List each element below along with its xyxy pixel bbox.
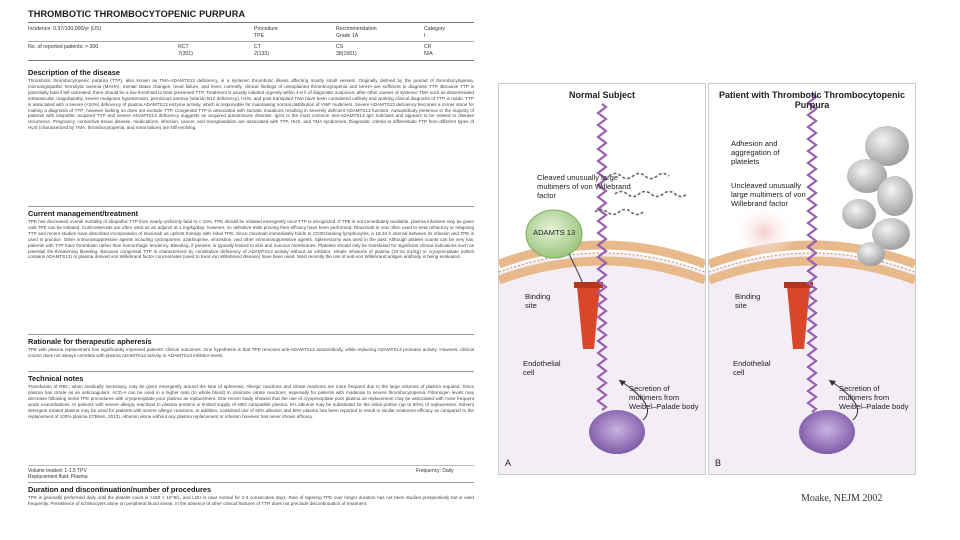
section-text-description: Thrombotic thrombocytopenic purpura (TTP), also known as TMA-ADAMTS13 deficiency, is a systemic thrombotic illness affecting mostly small vessels. Originally defined by the pentad of thrombocytopenia, microangiopathic hemolytic anemia (MAHA), mental status changes, renal failure, and fever, currently, clinical findings of unexplained thrombocytopenia and MAHA are sufficient to diagnose TTP. Because TTP is potentially fatal if left untreated, there should be a low threshold to treat presumed TTP. Treatment is usually initiated urgently within 4-8 h of diagnostic suspicion, after other causes of systemic TMA such as disseminated intravascular coagulopathy, severe malignant hypertension, pernicious anemia (vitamin B12 deficiency), HUS, and post transplant TMA have been considered unlikely and working clinical diagnosis of TTP is made. TTP is associated with a severe (<10%) deficiency of plasma ADAMTS13 enzyme activity, which is responsible for maintaining normal distribution of VWF multimers. Severe ADAMTS13 deficiency becomes a corner stone for making a diagnosis of TTP; however lacking so does not exclude TTP. Congenital TTP is associated with somatic mutations resulting in severely deficient ADAMTS13 function. Autoantibody presence in the majority of patients with idiopathic acquired TTP and severe ADAMTS13 deficiency suggests an acquired autoimmune disorder. IgG4 is the most common anti-ADAMTS13 IgG subclass and appears to be related to disease recurrence. Pregnancy, connective tissue disease, medications, infection, cancer, and transplantation are associated with TTP, HUS, and TMA syndromes. Diagnostic criteria to differentiate TTP from different types of HUS (characterized by TMA, thrombocytopenia, and renal failure) are still evolving. bbox=[28, 78, 474, 131]
ttp-mechanism-figure bbox=[498, 83, 914, 473]
receptor-cap bbox=[574, 282, 603, 288]
section-title-management: Current management/treatment bbox=[28, 209, 139, 218]
section-rule bbox=[28, 482, 474, 483]
replacement-fluid: Replacement fluid: Plasma bbox=[28, 474, 88, 480]
technical-rule bbox=[28, 465, 474, 466]
recommendation-value: Grade 1A bbox=[336, 33, 359, 39]
recommendation-label: Recommendation bbox=[336, 26, 377, 32]
panel-a-letter: A bbox=[505, 458, 512, 468]
document-title: THROMBOTIC THROMBOCYTOPENIC PURPURA bbox=[28, 9, 246, 19]
section-text-duration: TPE is generally performed daily until the platelet count is >150 × 10^9/L, and LDH is near normal for 2-3 consecutive days. Role of tapering TPE over longer duration has not been studied prospectively but is used frequently. Persistence of schistocytes alone on peripheral blood smear, in the absence of other clinical features of TTP, does not preclude discontinuation of treatment. bbox=[28, 495, 474, 506]
panel-b-binding-label: Binding site bbox=[735, 292, 761, 310]
section-text-rationale: TPE with plasma replacement has significantly improved patients' clinical outcomes. One hypothesis is that TPE removes anti-ADAMTS13 autoantibody, while replacing ADAMTS13 protease activity. However, clinical course does not always correlate with plasma ADAMTS13 activity or ADAMTS13 inhibitor levels. bbox=[28, 347, 474, 358]
absent-adamts13-glow bbox=[732, 204, 796, 260]
cr-value: N/A bbox=[424, 51, 433, 57]
section-title-duration: Duration and discontinuation/number of procedures bbox=[28, 485, 212, 494]
panel-a-secretion-label: Secretion of multimers from Weibel–Palade body bbox=[629, 384, 699, 411]
section-title-technical: Technical notes bbox=[28, 374, 84, 383]
panel-a bbox=[498, 83, 706, 475]
rct-value: 7(301) bbox=[178, 51, 193, 57]
panel-b bbox=[708, 83, 916, 475]
volume-treated: Volume treated: 1-1.5 TPV bbox=[28, 468, 87, 474]
ct-label: CT bbox=[254, 44, 261, 50]
patients-label: No. of reported patients: > 300 bbox=[28, 44, 99, 50]
citation: Moake, NEJM 2002 bbox=[801, 493, 883, 504]
procedure-label: Procedure bbox=[254, 26, 278, 32]
section-title-rationale: Rationale for therapeutic apheresis bbox=[28, 337, 152, 346]
panel-b-uncleaved-label: Uncleaved unusually large multimers of von Willebrand factor bbox=[731, 181, 806, 208]
panel-a-illustration bbox=[499, 84, 705, 474]
panel-a-adamts-label: ADAMTS 13 bbox=[533, 228, 576, 237]
header-bottom-rule bbox=[28, 60, 474, 61]
cs-label: CS bbox=[336, 44, 344, 50]
cr-label: CR bbox=[424, 44, 432, 50]
panel-a-endothelial-label: Endothelial cell bbox=[523, 359, 561, 377]
panel-b-secretion-label: Secretion of multimers from Weibel–Palade body bbox=[839, 384, 909, 411]
section-rule bbox=[28, 371, 474, 372]
procedure-value: TPE bbox=[254, 33, 265, 39]
section-rule bbox=[28, 206, 474, 207]
panel-b-title: Patient with Thrombotic Thrombocytopenic Purpura bbox=[718, 90, 905, 110]
title-rule bbox=[28, 22, 474, 23]
section-text-technical: Transfusion of RBC, when medically necessary, may be given emergently around the time of apheresis. Allergic reactions and citrate reactions are more frequent due to the large volumes of plasma required. Since plasma has citrate as an anticoagulant, ACD-A can be used in a higher ratio (to whole blood) to minimize citrate reactions, especially for patients with moderate to severe thrombocytopenia. Fibrinogen levels may decrease following serial TPE procedures with cryoprecipitate poor plasma as replacement. One recent study showed that the use of cryoprecipitate poor plasma as replacement may be associated with more frequent acute exacerbations. In patients with severe allergic reactions to plasma proteins or limited supply of ABO compatible plasma, 5% albumin may be substituted for the initial portion (up to 50%) of replacement. Solvent detergent treated plasma may be used for patients with severe allergic reactions. In addition, combined use of 50% albumin and 50% plasma has been reported to result in similar treatment efficacy as compared to the replacement of 100% plasma (O'Brien, 2013). Albumin alone without any plasma replacement or infusion however has never shown efficacy. bbox=[28, 384, 474, 419]
panel-a-title: Normal Subject bbox=[568, 90, 635, 100]
panel-a-binding-label: Binding site bbox=[525, 292, 551, 310]
panel-b-endothelial-label: Endothelial cell bbox=[733, 359, 771, 377]
panel-b-adhesion-label: Adhesion and aggregation of platelets bbox=[731, 139, 780, 166]
ct-value: 2(133) bbox=[254, 51, 269, 57]
section-rule bbox=[28, 334, 474, 335]
section-text-management: TPE has decreased overall mortality of idiopathic TTP from nearly uniformly fatal to < 10%. TPE should be initiated emergently once TTP is recognized. If TPE is not immediately available, plasma infusions may be given until TPE can be initiated. Corticosteroids are often used as an adjunct at 1 mg/kg/day; however, no definitive trials proving their efficacy have been performed. Rituximab is now often used to treat refractory or relapsing TTP and recent studies have described incorporation of rituximab as upfront therapy with initial TPE. Since rituximab immediately binds to CD20-bearing lymphocytes, a 18-24 h interval between its infusion and TPE is used in practice. Other immunosuppressive agents including cyclosporine, azathioprine, vincristine, and other immunosuppressive agents. Splenectomy was used in the past. Although platelet counts can be very low, patients with TTP have thrombotic rather than hemorrhagic tendency. Bleeding, if present, is typically limited to skin and mucous membranes. Platelets should only be transfused for significant clinical indications such as potential life-threatening bleeding. Because congenital TTP is characterized by constitutive deficiency of ADAMTS13 activity without an inhibitor, simple infusions of plasma (10-15 mL/kg) or cryoprecipitate (which contains ADAMTS13) or plasma derived von Willebrand factor concentrates (used to treat von Willebrand disease) have been used. Most recently the use of anti-von Willebrand antigen antibody is being evaluated. bbox=[28, 219, 474, 260]
frequency: Frequency: Daily bbox=[416, 468, 454, 474]
incidence-text: Incidence: 0.37/100,000/yr (US) bbox=[28, 26, 102, 32]
section-title-description: Description of the disease bbox=[28, 68, 120, 77]
category-label: Category bbox=[424, 26, 446, 32]
weibel-palade-body bbox=[589, 410, 645, 454]
meta-rule bbox=[28, 41, 474, 42]
weibel-palade-body bbox=[799, 410, 855, 454]
panel-b-letter: B bbox=[715, 458, 722, 468]
panel-a-cleaved-label: Cleaved unusually large multimers of von Willebrand factor bbox=[537, 173, 631, 200]
guideline-document bbox=[28, 2, 476, 522]
rct-label: RCT bbox=[178, 44, 189, 50]
cs-value: 38(1561) bbox=[336, 51, 357, 57]
category-value: I bbox=[424, 33, 426, 39]
